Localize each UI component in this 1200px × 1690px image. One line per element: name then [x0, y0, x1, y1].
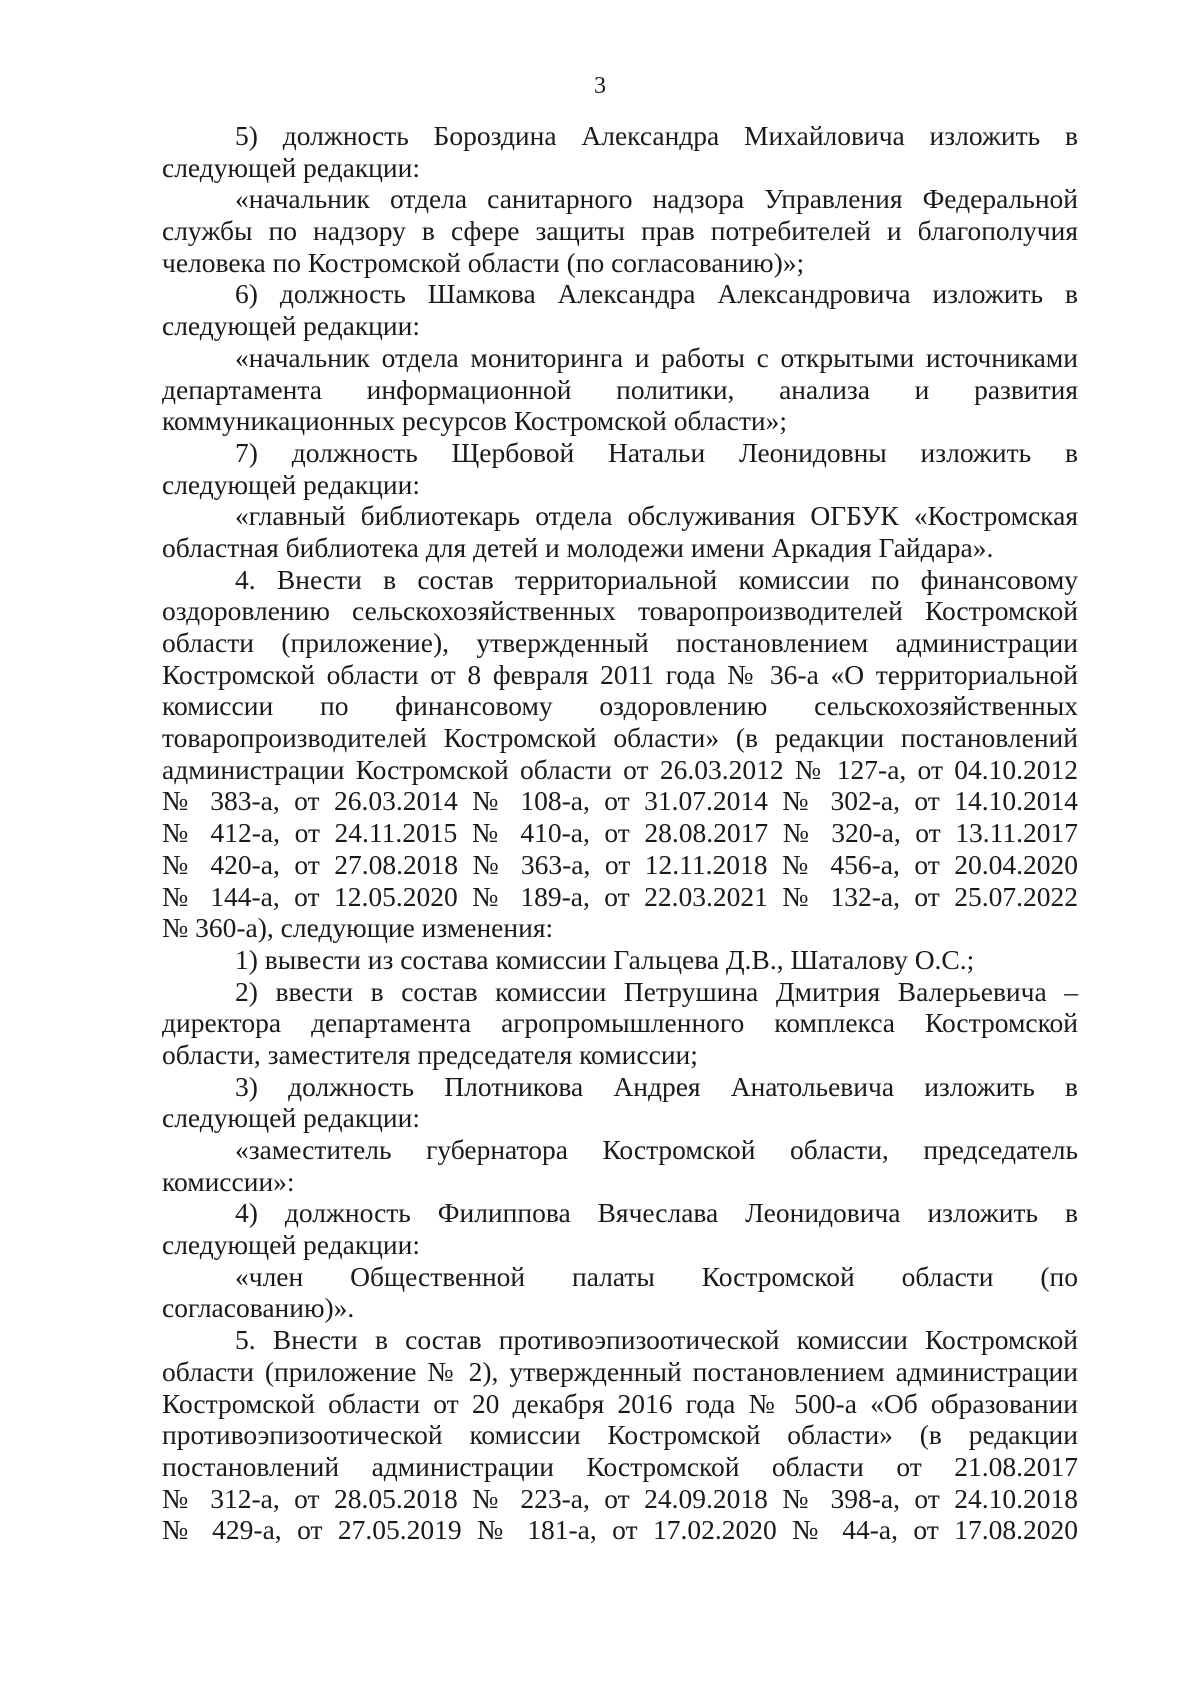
- text-line: следующей редакции:: [162, 468, 420, 500]
- text-line: области, заместителя председателя комиссии;: [162, 1038, 698, 1070]
- text-line: 4) должность Филиппова Вячеслава Леонидовича изложить в: [235, 1197, 1078, 1229]
- text-line: следующей редакции:: [162, 1229, 420, 1261]
- text-line: службы по надзору в сфере защиты прав потребителей и благополучия: [162, 215, 1078, 247]
- text-line: «член Общественной палаты Костромской области (по: [235, 1260, 1078, 1292]
- text-line: 6) должность Шамкова Александра Александровича изложить в: [235, 278, 1078, 310]
- text-line: 3) должность Плотникова Андрея Анатольевича изложить в: [235, 1070, 1078, 1102]
- text-line: постановлений администрации Костромской области от 21.08.2017: [162, 1450, 1078, 1482]
- text-line: № 144-а, от 12.05.2020 № 189-а, от 22.03.2021 № 132-а, от 25.07.2022: [162, 880, 1078, 912]
- text-line: оздоровлению сельскохозяйственных товаропроизводителей Костромской: [162, 595, 1078, 627]
- text-line: департамента информационной политики, анализа и развития: [162, 373, 1078, 405]
- text-line: области (приложение № 2), утвержденный постановлением администрации: [162, 1355, 1078, 1387]
- text-line: «заместитель губернатора Костромской области, председатель: [235, 1134, 1078, 1165]
- text-line: комиссии по финансовому оздоровлению сельскохозяйственных: [162, 690, 1078, 722]
- text-line: Костромской области от 20 декабря 2016 года № 500-а «Об образовании: [162, 1387, 1078, 1419]
- text-line: 4. Внести в состав территориальной комиссии по финансовому: [235, 563, 1078, 595]
- text-line: № 429-а, от 27.05.2019 № 181-а, от 17.02.2020 № 44-а, от 17.08.2020: [162, 1514, 1078, 1546]
- text-line: «начальник отдела мониторинга и работы с открытыми источниками: [235, 341, 1078, 373]
- text-line: № 412-а, от 24.11.2015 № 410-а, от 28.08.2017 № 320-а, от 13.11.2017: [162, 817, 1078, 849]
- text-line: «начальник отдела санитарного надзора Управления Федеральной: [235, 183, 1078, 215]
- text-line: 1) вывести из состава комиссии Гальцева Д.В., Шаталову О.С.;: [235, 943, 975, 975]
- text-line: области (приложение), утвержденный постановлением администрации: [162, 627, 1078, 658]
- text-line: областная библиотека для детей и молодежи имени Аркадия Гайдара».: [162, 531, 994, 563]
- text-line: «главный библиотекарь отдела обслуживания ОГБУК «Костромская: [235, 500, 1078, 532]
- text-line: следующей редакции:: [162, 151, 420, 183]
- text-line: 2) ввести в состав комиссии Петрушина Дмитрия Валерьевича –: [235, 975, 1078, 1007]
- text-line: человека по Костромской области (по согласованию)»;: [162, 246, 805, 278]
- text-line: администрации Костромской области от 26.03.2012 № 127-а, от 04.10.2012: [162, 753, 1078, 785]
- text-line: № 360-а), следующие изменения:: [162, 912, 554, 944]
- text-line: следующей редакции:: [162, 1102, 420, 1134]
- text-line: 5. Внести в состав противоэпизоотической комиссии Костромской: [235, 1324, 1078, 1356]
- text-line: № 420-а, от 27.08.2018 № 363-а, от 12.11.2018 № 456-а, от 20.04.2020: [162, 848, 1078, 880]
- text-line: № 383-а, от 26.03.2014 № 108-а, от 31.07.2014 № 302-а, от 14.10.2014: [162, 785, 1078, 817]
- text-line: противоэпизоотической комиссии Костромской области» (в редакции: [162, 1419, 1078, 1451]
- text-line: коммуникационных ресурсов Костромской области»;: [162, 405, 788, 437]
- text-line: директора департамента агропромышленного комплекса Костромской: [162, 1007, 1078, 1039]
- text-line: комиссии»:: [162, 1165, 295, 1197]
- text-line: согласованию)».: [162, 1292, 355, 1324]
- text-line: 7) должность Щербовой Натальи Леонидовны изложить в: [235, 436, 1078, 468]
- document-body: [162, 120, 1078, 1546]
- text-line: Костромской области от 8 февраля 2011 года № 36-а «О территориальной: [162, 658, 1078, 690]
- text-line: № 312-а, от 28.05.2018 № 223-а, от 24.09.2018 № 398-а, от 24.10.2018: [162, 1482, 1078, 1514]
- text-line: товаропроизводителей Костромской области» (в редакции постановлений: [162, 722, 1078, 754]
- page-number: 3: [594, 73, 606, 99]
- text-line: следующей редакции:: [162, 310, 420, 342]
- text-line: 5) должность Бороздина Александра Михайловича изложить в: [235, 120, 1078, 151]
